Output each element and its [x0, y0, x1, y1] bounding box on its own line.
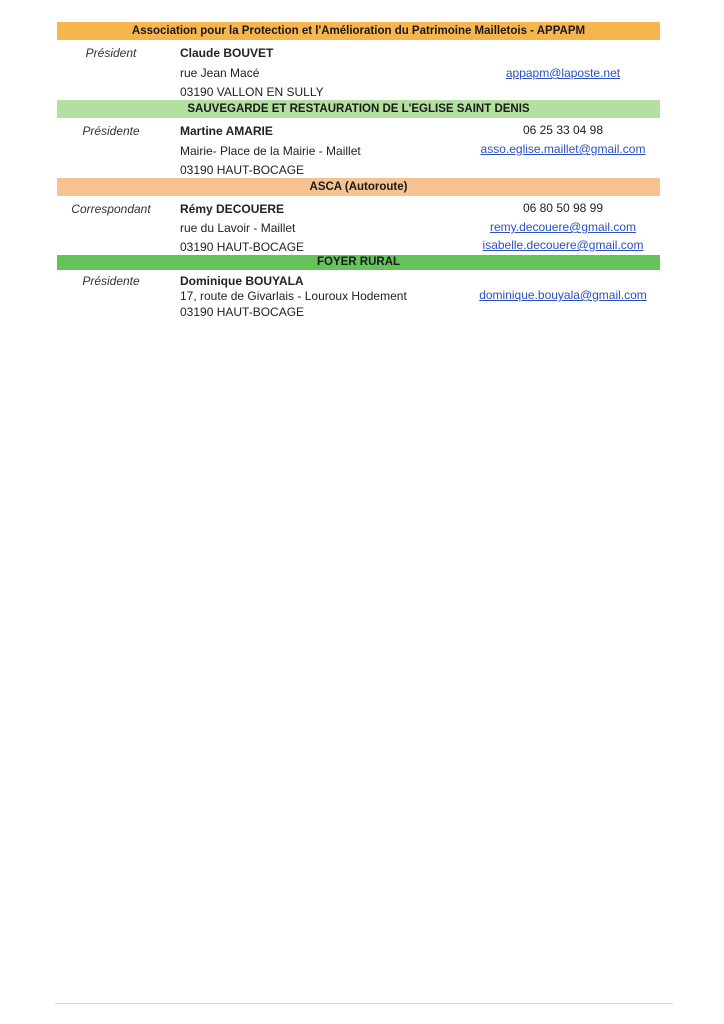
section-header-appapm: Association pour la Protection et l'Amélioration du Patrimoine Mailletois - APPAPM [57, 22, 660, 40]
contact-phone: 06 80 50 98 99 [522, 201, 604, 215]
section-header-asca: ASCA (Autoroute) [57, 178, 660, 196]
contact-name: Claude BOUVET [180, 46, 274, 60]
role-label: Correspondant [71, 202, 151, 216]
contact-email[interactable]: appapm@laposte.net [505, 66, 621, 80]
role-label: Présidente [82, 274, 140, 288]
contact-email[interactable]: asso.eglise.maillet@gmail.com [480, 142, 646, 156]
contact-city: 03190 VALLON EN SULLY [180, 85, 324, 99]
contact-email-secondary[interactable]: isabelle.decouere@gmail.com [482, 238, 644, 252]
contact-address: 17, route de Givarlais - Louroux Hodement [180, 289, 407, 303]
contact-city: 03190 HAUT-BOCAGE [180, 163, 305, 177]
contact-name: Martine AMARIE [180, 124, 273, 138]
role-label: Présidente [82, 124, 140, 138]
contact-address: rue du Lavoir - Maillet [180, 221, 296, 235]
role-label: Président [85, 46, 137, 60]
section-header-eglise: SAUVEGARDE ET RESTAURATION DE L'EGLISE SAINT DENIS [57, 100, 660, 118]
contact-email[interactable]: remy.decouere@gmail.com [489, 220, 636, 234]
contact-address: Mairie- Place de la Mairie - Maillet [180, 144, 361, 158]
contact-city: 03190 HAUT-BOCAGE [180, 305, 305, 319]
page-bottom-rule [55, 1003, 673, 1004]
contact-city: 03190 HAUT-BOCAGE [180, 240, 305, 254]
contact-email[interactable]: dominique.bouyala@gmail.com [479, 288, 647, 302]
contact-address: rue Jean Macé [180, 66, 260, 80]
contact-phone: 06 25 33 04 98 [522, 123, 604, 137]
contact-name: Dominique BOUYALA [180, 274, 304, 288]
contact-name: Rémy DECOUERE [180, 202, 285, 216]
section-header-foyer-rural: FOYER RURAL [57, 255, 660, 270]
